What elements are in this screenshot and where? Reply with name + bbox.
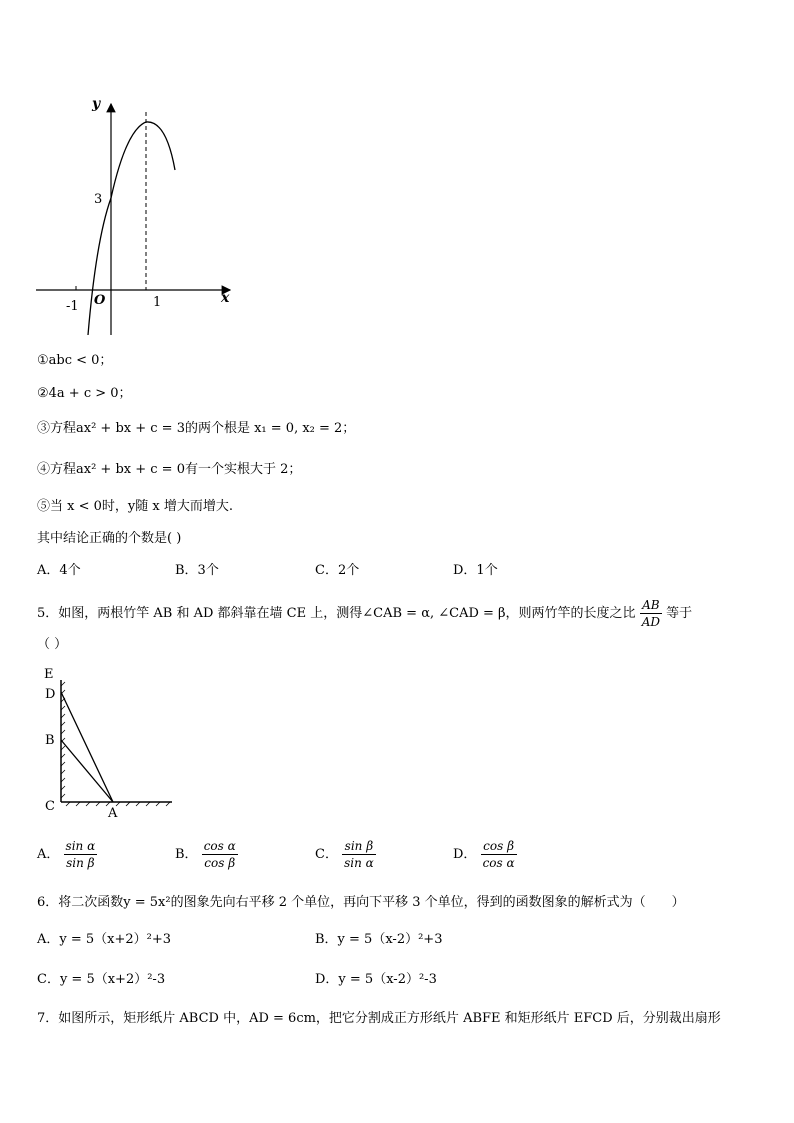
label-e: E (44, 667, 54, 682)
q6-option-c[interactable]: C．y = 5（x+2）²-3 (37, 972, 166, 987)
q5-text: 5．如图，两根竹竿 AB 和 AD 都斜靠在墙 CE 上，测得∠CAB = α, ∠CAD = β，则两竹竿的长度之比 (37, 606, 636, 621)
q5-option-c[interactable]: C． $\frac{\text{sin β}}{\text{sin α}}$ (315, 839, 374, 870)
q5-option-d[interactable]: D． $\frac{\text{cos β}}{\text{cos α}}$ (453, 839, 515, 870)
parabola-graph (30, 90, 240, 340)
q4-option-a[interactable]: A．4个 (37, 563, 81, 578)
label-d: D (45, 687, 56, 702)
q4-prompt: 其中结论正确的个数是( ) (37, 531, 182, 546)
statement-1: ①abc < 0； (37, 353, 113, 368)
tick-label-3: 3 (94, 192, 103, 207)
q5-option-a[interactable]: A． $\frac{\text{sin α}}{\text{sin β}}$ (37, 839, 96, 870)
y-axis-label: y (92, 96, 101, 112)
origin-label: O (94, 293, 106, 308)
q6-option-a[interactable]: A．y = 5（x+2）²+3 (37, 932, 172, 947)
bamboo-wall-figure (40, 662, 180, 822)
q4-option-b[interactable]: B．3个 (175, 563, 219, 578)
pole-ad (61, 692, 113, 802)
q7-question: 7．如图所示，矩形纸片 ABCD 中，AD = 6cm，把它分割成正方形纸片 ABFE 和矩形纸片 EFCD 后，分别裁出扇形 (37, 1011, 721, 1026)
q4-option-c[interactable]: C．2个 (315, 563, 360, 578)
tick-label-neg1: -1 (66, 299, 79, 314)
tick-label-1: 1 (153, 295, 162, 310)
statement-2: ②4a + c > 0； (37, 386, 132, 401)
q5-paren: （ ） (37, 637, 68, 652)
q5-option-b[interactable]: B． $\frac{\text{cos α}}{\text{cos β}}$ (175, 839, 236, 870)
statement-5: ⑤当 x < 0时，y随 x 增大而增大. (37, 499, 233, 514)
q5-ratio: $\frac{AB}{AD}$ (641, 598, 660, 629)
q5-question (37, 597, 692, 630)
statement-4: ④方程ax² + bx + c = 0有一个实根大于 2； (37, 462, 302, 477)
q5-text-end: 等于 (666, 606, 693, 621)
q6-option-b[interactable]: B．y = 5（x-2）²+3 (315, 932, 443, 947)
pole-ab (61, 740, 113, 802)
q6-question: 6．将二次函数y = 5x²的图象先向右平移 2 个单位，再向下平移 3 个单位，得到的函数图象的解析式为（ ） (37, 895, 685, 910)
q6-option-d[interactable]: D．y = 5（x-2）²-3 (315, 972, 437, 987)
statement-3: ③方程ax² + bx + c = 3的两个根是 x₁ = 0, x₂ = 2； (37, 421, 356, 436)
q4-option-d[interactable]: D．1个 (453, 563, 498, 578)
x-axis-label: x (221, 290, 230, 306)
label-a: A (108, 806, 118, 821)
label-b: B (45, 733, 55, 748)
label-c: C (45, 799, 55, 814)
